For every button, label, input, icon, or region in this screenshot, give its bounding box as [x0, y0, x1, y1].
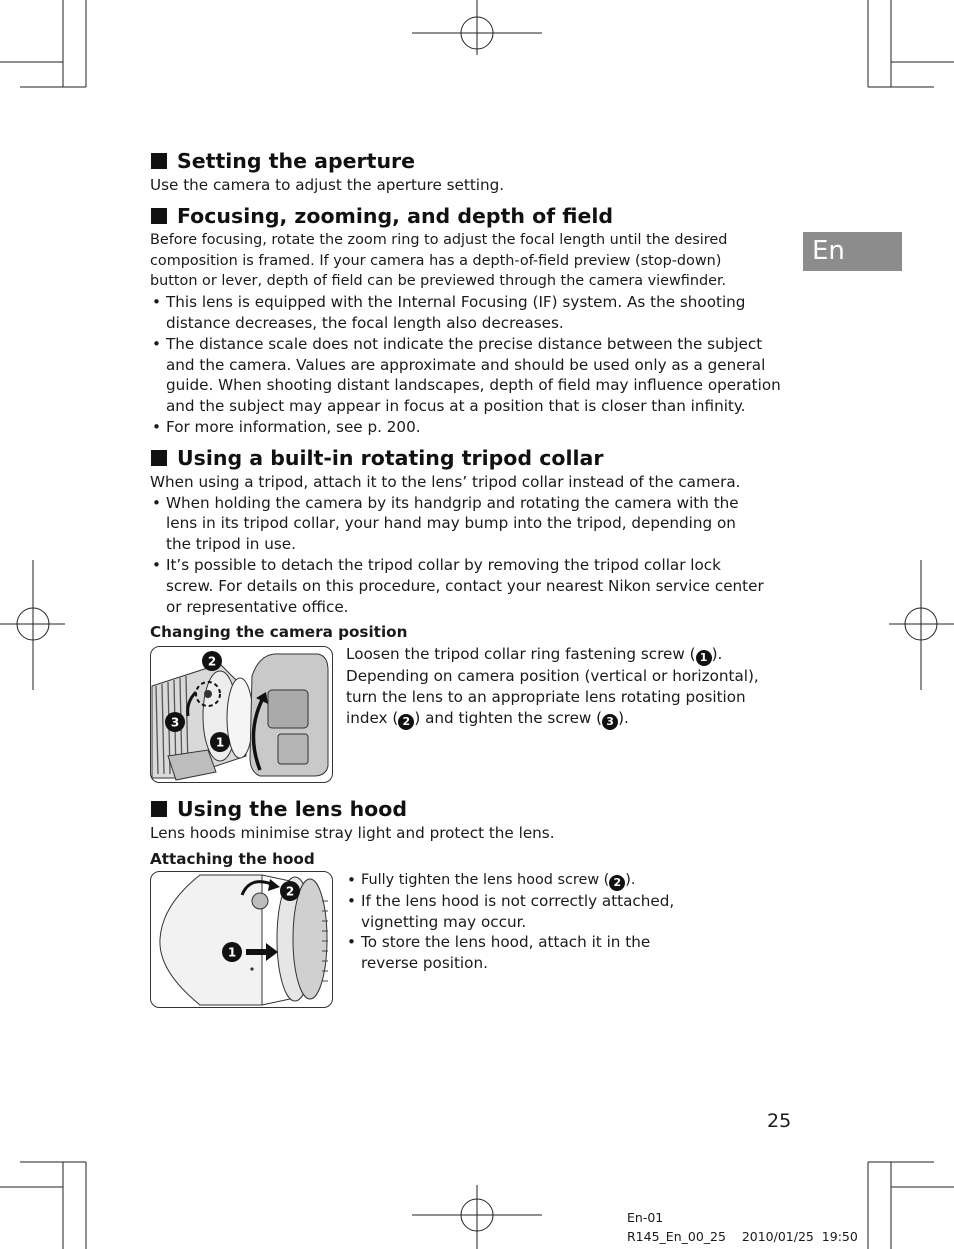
tripod-body: When using a tripod, attach it to the lens’ tripod collar instead of the camera.: [150, 472, 741, 491]
section-heading-focusing: Focusing, zooming, and depth of field: [150, 202, 800, 230]
focusing-intro-line: Before focusing, rotate the zoom ring to adjust the focal length until the desired: [150, 231, 728, 248]
list-item: • Fully tighten the lens hood screw ( 2 ).: [345, 870, 674, 891]
callout-2-inline: 2: [398, 714, 414, 730]
print-footer: [627, 1208, 858, 1246]
tripod-figure-row: [150, 646, 800, 785]
tripod-collar-illustration: [150, 646, 333, 783]
callout-2: 2: [285, 884, 295, 899]
callout-1: 1: [227, 945, 237, 960]
square-bullet-icon: [151, 450, 167, 466]
list-item: • It’s possible to detach the tripod collar by removing the tripod collar lock screw. For details on this procedure, contact your nearest Nikon service center or representative office.: [150, 555, 800, 617]
footer-line: En-01: [627, 1210, 664, 1225]
language-tab: En: [803, 232, 902, 271]
list-item: • The distance scale does not indicate the precise distance between the subject and the camera. Values are approximate and should be used only as a general guide. When shooting distant landscapes, depth of field may influence operation and the subject may appear in focus at a position that is closer than infinity.: [150, 334, 800, 417]
list-item: • For more information, see p. 200.: [150, 417, 800, 438]
section-heading-hood: Using the lens hood: [150, 795, 800, 823]
subheading-attaching-hood: Attaching the hood: [150, 849, 315, 868]
square-bullet-icon: [151, 153, 167, 169]
callout-3: 3: [170, 715, 180, 730]
hood-bullets: [345, 870, 674, 974]
list-item: • If the lens hood is not correctly attached, vignetting may occur.: [345, 891, 674, 933]
tripod-bullets: [150, 493, 800, 618]
callout-3-inline: 3: [602, 714, 618, 730]
list-item: • When holding the camera by its handgrip and rotating the camera with the lens in its tripod collar, your hand may bump into the tripod, depending on the tripod in use.: [150, 493, 800, 555]
list-item: • To store the lens hood, attach it in the reverse position.: [345, 932, 674, 974]
footer-line: R145_En_00_25 2010/01/25 19:50: [627, 1229, 858, 1244]
callout-1: 1: [215, 735, 225, 750]
hood-figure-row: [150, 871, 800, 1011]
aperture-body: Use the camera to adjust the aperture setting.: [150, 176, 505, 194]
hood-body: Lens hoods minimise stray light and protect the lens.: [150, 824, 555, 843]
section-heading-tripod: Using a built-in rotating tripod collar: [150, 444, 800, 472]
square-bullet-icon: [151, 208, 167, 224]
list-item: • This lens is equipped with the Internal Focusing (IF) system. As the shooting distance decreases, the focal length also decreases.: [150, 292, 800, 334]
lens-hood-illustration: [150, 871, 333, 1008]
page-content: [150, 147, 800, 1011]
focusing-intro-line: composition is framed. If your camera has a depth-of-field preview (stop-down): [150, 252, 722, 269]
focusing-intro-line: button or lever, depth of field can be previewed through the camera viewfinder.: [150, 273, 727, 290]
focusing-bullets: [150, 292, 800, 438]
camera-position-instructions: Loosen the tripod collar ring fastening screw ( 1 ). Depending on camera position (vertical or horizontal), turn the lens to an appropriate lens rotating position index ( 2 ) and tighten the screw ( 3 ).: [346, 645, 759, 728]
square-bullet-icon: [151, 801, 167, 817]
callout-1-inline: 1: [696, 650, 712, 666]
section-heading-aperture: Setting the aperture: [150, 147, 800, 175]
callout-2: 2: [207, 654, 217, 669]
page-number: 25: [767, 1110, 792, 1132]
callout-2-inline: 2: [609, 875, 625, 891]
subheading-camera-position: Changing the camera position: [150, 623, 408, 642]
